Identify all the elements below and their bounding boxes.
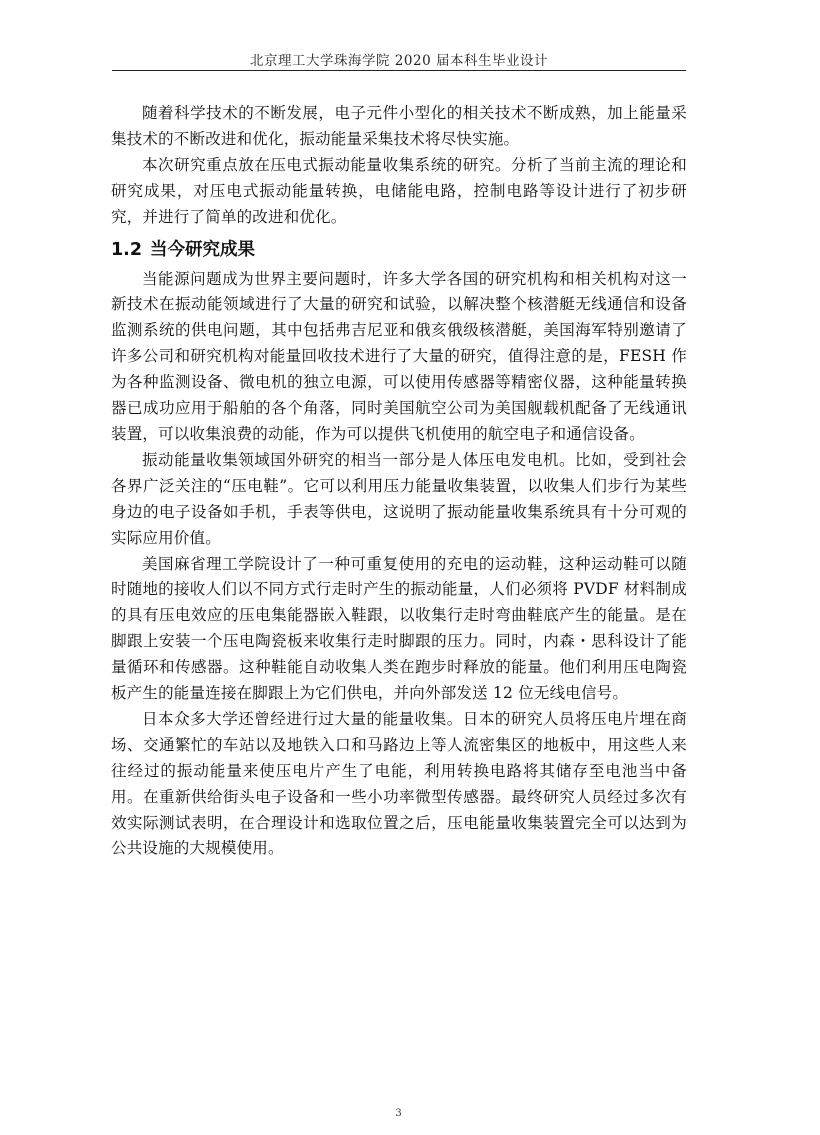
page-content <box>111 101 687 862</box>
section-number: 1.2 <box>111 239 143 260</box>
body-paragraph: 日本众多大学还曾经进行过大量的能量收集。日本的研究人员将压电片埋在商场、交通繁忙的车站以及地铁入口和马路边上等人流密集区的地板中，用这些人来往经过的振动能量来使压电片产生了电能，利用转换电路将其储存至电池当中备用。在重新供给街头电子设备和一些小功率微型传感器。最终研究人员经过多次有效实际测试表明，在合理设计和选取位置之后，压电能量收集装置完全可以达到为公共设施的大规模使用。 <box>111 709 687 858</box>
body-paragraph: 振动能量收集领域国外研究的相当一部分是人体压电发电机。比如，受到社会各界广泛关注的“压电鞋”。它可以利用压力能量收集装置，以收集人们步行为某些身边的电子设备如手机，手表等供电，这说明了振动能量收集系统具有十分可观的实际应用价值。 <box>111 450 687 547</box>
running-header: 北京理工大学珠海学院 2020 届本科生毕业设计 <box>250 53 548 69</box>
body-paragraph: 当能源问题成为世界主要问题时，许多大学各国的研究机构和相关机构对这一新技术在振动能领域进行了大量的研究和试验，以解决整个核潜艇无线通信和设备监测系统的供电问题，其中包括弗吉尼亚和俄亥俄级核潜艇，美国海军特别邀请了许多公司和研究机构对能量回收技术进行了大量的研究，值得注意的是，FESH 作为各种监测设备、微电机的独立电源，可以使用传感器等精密仪器，这种能量转换器已成功应用于船舶的各个角落，同时美国航空公司为美国舰载机配备了无线通讯装置，可以收集浪费的动能，作为可以提供飞机使用的航空电子和通信设备。 <box>111 269 687 443</box>
intro-paragraph: 本次研究重点放在压电式振动能量收集系统的研究。分析了当前主流的理论和研究成果，对压电式振动能量转换，电储能电路，控制电路等设计进行了初步研究，并进行了简单的改进和优化。 <box>111 155 687 226</box>
header-rule <box>112 70 686 71</box>
section-heading <box>111 235 687 265</box>
intro-paragraph: 随着科学技术的不断发展，电子元件小型化的相关技术不断成熟，加上能量采集技术的不断改进和优化，振动能量采集技术将尽快实施。 <box>111 104 687 148</box>
page-number: 3 <box>395 1108 402 1119</box>
body-paragraph: 美国麻省理工学院设计了一种可重复使用的充电的运动鞋，这种运动鞋可以随时随地的接收人们以不同方式行走时产生的振动能量，人们必须将 PVDF 材料制成的具有压电效应的压电集能器嵌入鞋跟，以收集行走时弯曲鞋底产生的能量。是在脚跟上安装一个压电陶瓷板来收集行走时脚跟的压力。同时，内森・思科设计了能量循环和传感器。这种鞋能自动收集人类在跑步时释放的能量。他们利用压电陶瓷板产生的能量连接在脚跟上为它们供电，并向外部发送 12 位无线电信号。 <box>111 554 687 703</box>
section-title: 当今研究成果 <box>150 239 256 260</box>
